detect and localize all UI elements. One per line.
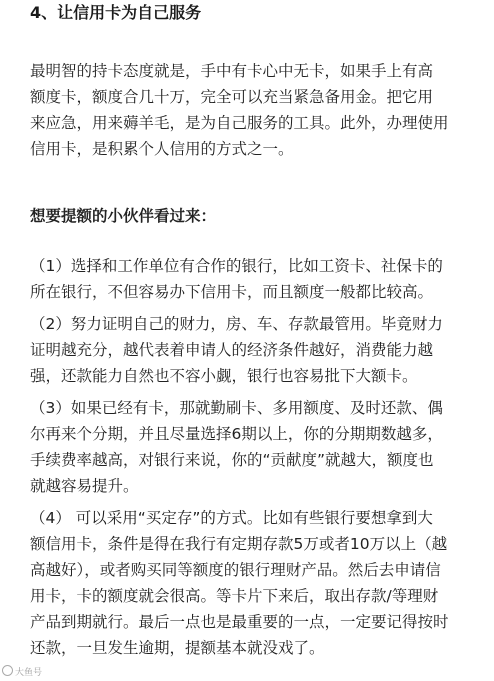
intro-line: 信用卡，是积累个人信用的方式之一。 <box>30 140 294 158</box>
tip-line: 就越容易提升。 <box>30 477 139 495</box>
tip-paragraph-2 <box>30 311 470 389</box>
intro-line: 最明智的持卡态度就是，手中有卡心中无卡，如果手上有高 <box>30 62 434 80</box>
tip-line: （3）如果已经有卡，那就勤刷卡、多用额度、及时还款、偶 <box>30 399 443 417</box>
tip-line: （1）选择和工作单位有合作的银行，比如工资卡、社保卡的 <box>30 257 443 275</box>
tip-line: （4） 可以采用“买定存”的方式。比如有些银行要想拿到大 <box>30 509 433 527</box>
subheading: 想要提额的小伙伴看过来： <box>30 207 217 225</box>
tip-paragraph-1 <box>30 253 470 305</box>
tip-line: 尔再来个分期，并且尽量选择6期以上，你的分期期数越多， <box>30 425 443 443</box>
tip-line: 证明越充分，越代表着申请人的经济条件越好，消费能力越 <box>30 341 434 359</box>
tip-line: 额信用卡，条件是得在我行有定期存款5万或者10万以上（越 <box>30 535 448 553</box>
tip-line: 还款，一旦发生逾期，提额基本就没戏了。 <box>30 639 325 657</box>
intro-line: 来应急，用来薅羊毛，是为自己服务的工具。此外，办理使用 <box>30 114 449 132</box>
tip-line: 用卡，卡的额度就会很高。等卡片下来后，取出存款/等理财 <box>30 587 439 605</box>
intro-line: 额度卡，额度合几十万，完全可以充当紧急备用金。把它用 <box>30 88 434 106</box>
watermark-logo-icon <box>2 665 13 676</box>
watermark-text: 大鱼号 <box>15 668 43 678</box>
tip-line: 高越好），或者购买同等额度的银行理财产品。然后去申请信 <box>30 561 441 579</box>
tip-paragraph-3 <box>30 395 470 499</box>
tip-line: 手续费率越高，对银行来说，你的“贡献度”就越大，额度也 <box>30 451 434 469</box>
tip-line: 所在银行，不但容易办下信用卡，而且额度一般都比较高。 <box>30 283 434 301</box>
section-title: 4、让信用卡为自己服务 <box>30 3 202 22</box>
tip-line: 强，还款能力自然也不容小觑，银行也容易批下大额卡。 <box>30 367 418 385</box>
intro-paragraph <box>30 58 470 162</box>
tip-line: （2）努力证明自己的财力，房、车、存款最管用。毕竟财力 <box>30 315 443 333</box>
tip-line: 产品到期就行。最后一点也是最重要的一点，一定要记得按时 <box>30 613 449 631</box>
tip-paragraph-4 <box>30 505 470 661</box>
watermark <box>2 665 42 679</box>
